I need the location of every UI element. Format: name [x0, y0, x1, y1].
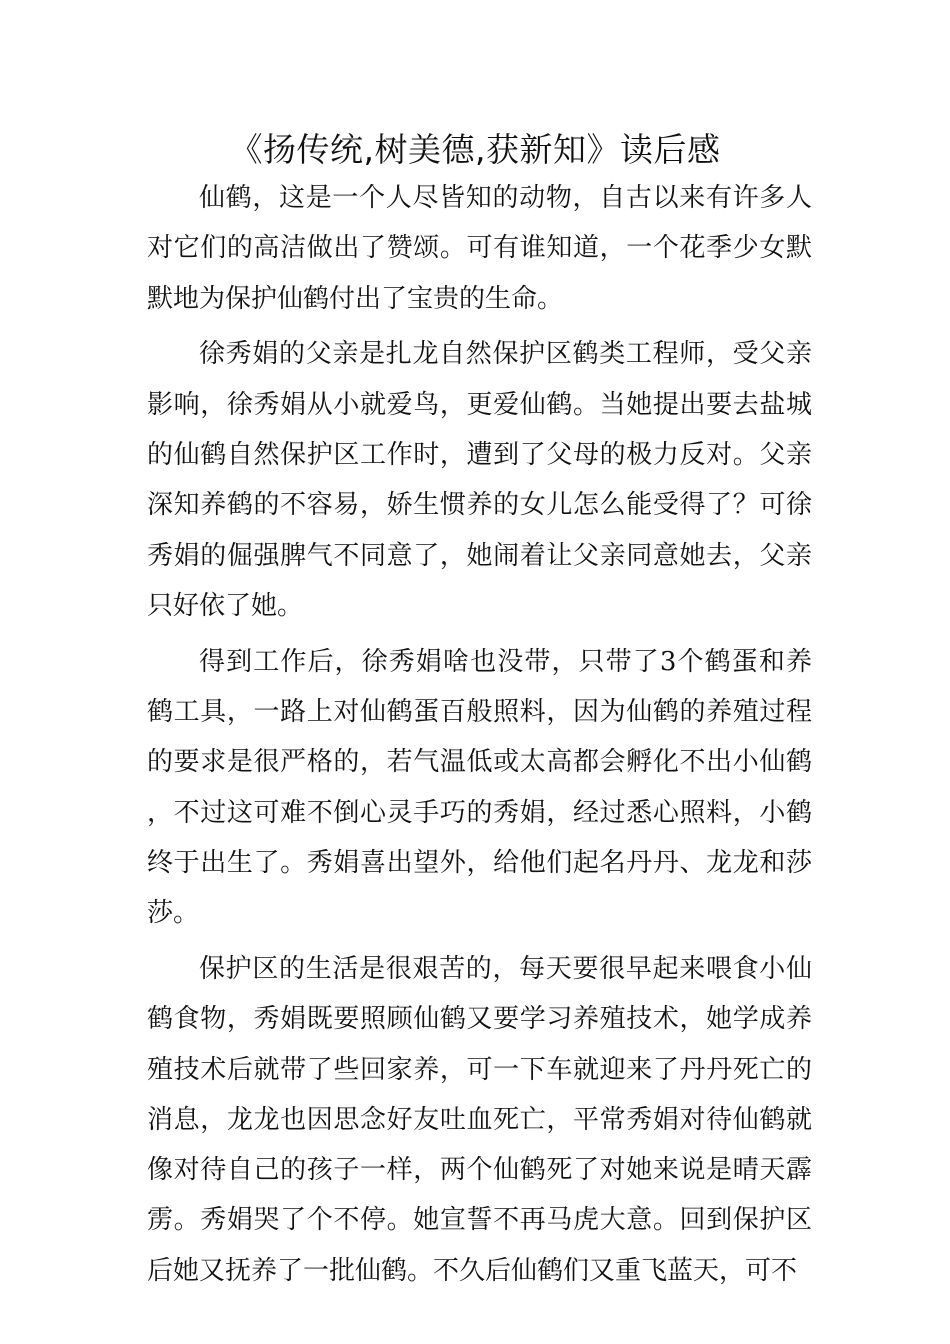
- paragraph-4: 保护区的生活是很艰苦的，每天要很早起来喂食小仙鹤食物，秀娟既要照顾仙鹤又要学习养殖技术，她学成养殖技术后就带了些回家养，可一下车就迎来了丹丹死亡的消息，龙龙也因思念好友吐血死亡，平常秀娟对待仙鹤就像对待自己的孩子一样，两个仙鹤死了对她来说是晴天霹雳。秀娟哭了个不停。她宣誓不再马虎大意。回到保护区后她又抚养了一批仙鹤。不久后仙鹤们又重飞蓝天，可不: [147, 953, 812, 1286]
- document-title: 《扬传统,树美德,获新知》读后感: [229, 130, 721, 169]
- paragraph-3: 得到工作后，徐秀娟啥也没带，只带了3个鹤蛋和养鹤工具，一路上对仙鹤蛋百般照料，因为仙鹤的养殖过程的要求是很严格的，若气温低或太高都会孵化不出小仙鹤，不过这可难不倒心灵手巧的秀娟，经过悉心照料，小鹤终于出生了。秀娟喜出望外，给他们起名丹丹、龙龙和莎莎。: [147, 646, 812, 929]
- paragraph-1: 仙鹤，这是一个人尽皆知的动物，自古以来有许多人对它们的高洁做出了赞颂。可有谁知道，一个花季少女默默地为保护仙鹤付出了宝贵的生命。: [147, 183, 812, 314]
- paragraph-2: 徐秀娟的父亲是扎龙自然保护区鹤类工程师，受父亲影响，徐秀娟从小就爱鸟，更爱仙鹤。当她提出要去盐城的仙鹤自然保护区工作时，遭到了父母的极力反对。父亲深知养鹤的不容易，娇生惯养的女儿怎么能受得了？可徐秀娟的倔强脾气不同意了，她闹着让父亲同意她去，父亲只好依了她。: [147, 339, 812, 621]
- document-body: [147, 173, 812, 1296]
